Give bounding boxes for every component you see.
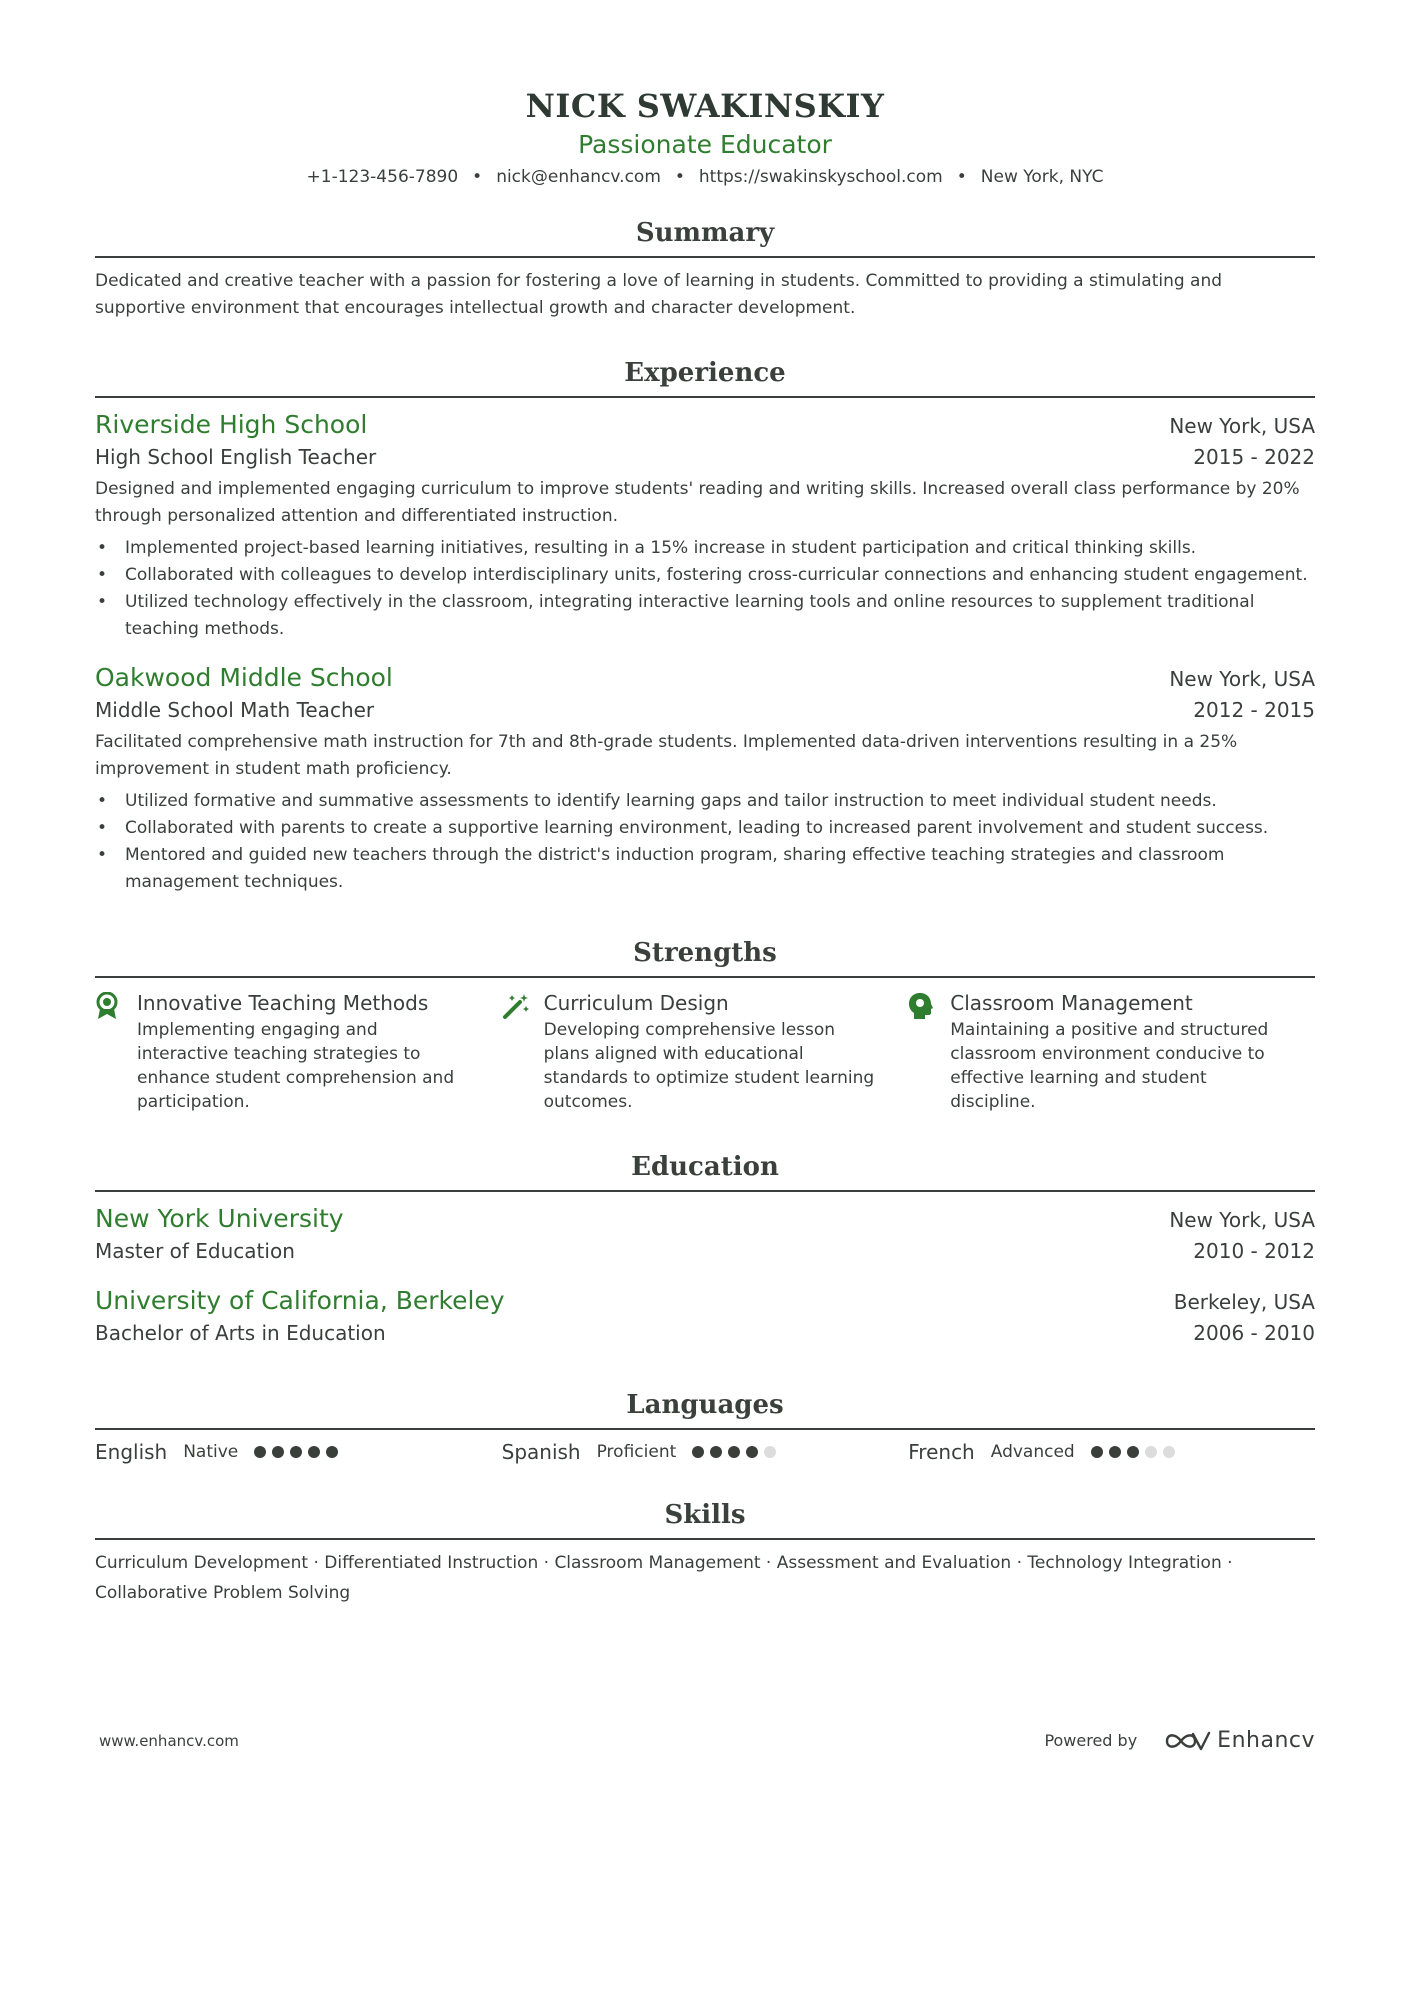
strength-description: Maintaining a positive and structured classroom environment conducive to effective learning and student discipline. (950, 1020, 1269, 1112)
entry-organization: University of California, Berkeley (95, 1286, 505, 1315)
language-level: Advanced (990, 1442, 1075, 1462)
entry-bullets (95, 535, 1315, 643)
rating-dot-filled (272, 1446, 284, 1458)
contact-location: New York, NYC (980, 167, 1104, 187)
entry-organization: New York University (95, 1204, 344, 1233)
entry-header (95, 1202, 1315, 1236)
experience-entry (95, 408, 1315, 643)
entry-location: New York, USA (1169, 667, 1315, 691)
rating-dot-filled (746, 1446, 758, 1458)
rating-dot-empty (1163, 1446, 1175, 1458)
strength-item (95, 988, 502, 1114)
skills-section (95, 1498, 1315, 1608)
entry-role: Middle School Math Teacher (95, 698, 375, 722)
language-rating (1091, 1443, 1181, 1462)
entry-subheader (95, 442, 1315, 472)
strength-title: Classroom Management (950, 991, 1193, 1015)
section-header (95, 356, 1315, 398)
language-rating (692, 1443, 782, 1462)
strength-item (502, 988, 909, 1114)
languages-section (95, 1388, 1315, 1464)
section-title-experience: Experience (624, 358, 786, 388)
powered-by (1044, 1728, 1315, 1753)
entry-organization: Riverside High School (95, 410, 368, 439)
list-item: • Mentored and guided new teachers through the district's induction program, sharing effective teaching strategies and classroom management techniques. (95, 842, 1315, 896)
entry-dates: 2012 - 2015 (1193, 698, 1315, 722)
contact-separator: • (956, 167, 967, 187)
skills-list (95, 1548, 1315, 1608)
entry-subheader (95, 1236, 1315, 1266)
language-item (95, 1440, 502, 1464)
entry-dates: 2015 - 2022 (1193, 445, 1315, 469)
candidate-name: NICK SWAKINSKIY (525, 87, 885, 125)
contact-line (95, 164, 1315, 190)
rating-dot-filled (326, 1446, 338, 1458)
enhancv-logo[interactable] (1163, 1728, 1315, 1753)
contact-separator: • (674, 167, 685, 187)
rating-dot-filled (308, 1446, 320, 1458)
entry-location: New York, USA (1169, 1208, 1315, 1232)
enhancv-logo-text: Enhancv (1217, 1728, 1315, 1753)
entry-location: Berkeley, USA (1173, 1290, 1315, 1314)
entry-dates: 2006 - 2010 (1193, 1321, 1315, 1345)
section-header (95, 216, 1315, 258)
list-item: • Implemented project-based learning initiatives, resulting in a 15% increase in student participation and critical thinking skills. (95, 535, 1315, 562)
summary-section (95, 216, 1315, 322)
section-title-summary: Summary (635, 218, 775, 248)
entry-header (95, 408, 1315, 442)
strengths-section (95, 936, 1315, 1114)
rating-dot-filled (1109, 1446, 1121, 1458)
candidate-tagline: Passionate Educator (578, 130, 832, 159)
rating-dot-filled (1127, 1446, 1139, 1458)
language-level: Native (183, 1442, 239, 1462)
languages-row (95, 1440, 1315, 1464)
section-title-languages: Languages (626, 1390, 784, 1420)
language-name: English (95, 1440, 168, 1464)
entry-degree: Master of Education (95, 1239, 295, 1263)
entry-description: Designed and implemented engaging curriculum to improve students' reading and writing skills. Increased overall class performance by 20% through personalized attention and differentiated instruction. (95, 479, 1300, 526)
entry-degree: Bachelor of Arts in Education (95, 1321, 386, 1345)
contact-separator: • (472, 167, 483, 187)
list-item: • Utilized formative and summative assessments to identify learning gaps and tailor instruction to meet individual student needs. (95, 788, 1315, 815)
section-header (95, 1150, 1315, 1192)
education-section (95, 1150, 1315, 1348)
rating-dot-filled (692, 1446, 704, 1458)
strength-item (908, 988, 1315, 1114)
powered-by-label: Powered by (1044, 1731, 1138, 1750)
language-name: French (908, 1440, 975, 1464)
rating-dot-filled (728, 1446, 740, 1458)
entry-description: Facilitated comprehensive math instruction for 7th and 8th-grade students. Implemented data-driven interventions resulting in a 25% improvement in student math proficiency. (95, 732, 1238, 779)
magic-wand-icon (502, 988, 544, 1114)
rating-dot-filled (1091, 1446, 1103, 1458)
strengths-grid (95, 988, 1315, 1114)
language-level: Proficient (596, 1442, 677, 1462)
summary-text: Dedicated and creative teacher with a passion for fostering a love of learning in students. Committed to providing a stimulating and supportive environment that encourages intellectual growth and character development. (95, 271, 1223, 318)
section-header (95, 1498, 1315, 1540)
rating-dot-empty (764, 1446, 776, 1458)
education-entry (95, 1284, 1315, 1348)
language-rating (254, 1443, 344, 1462)
footer-url[interactable]: www.enhancv.com (99, 1731, 239, 1750)
rating-dot-empty (1145, 1446, 1157, 1458)
entry-bullets (95, 788, 1315, 896)
experience-section (95, 356, 1315, 896)
resume-header (95, 0, 1315, 190)
rating-dot-filled (290, 1446, 302, 1458)
list-item: • Collaborated with parents to create a supportive learning environment, leading to increased parent involvement and student success. (95, 815, 1315, 842)
strength-description: Implementing engaging and interactive teaching strategies to enhance student comprehension and participation. (137, 1020, 455, 1112)
strength-title: Curriculum Design (543, 991, 729, 1015)
entry-location: New York, USA (1169, 414, 1315, 438)
section-header (95, 1388, 1315, 1430)
contact-email[interactable]: nick@enhancv.com (496, 167, 661, 187)
entry-subheader (95, 1318, 1315, 1348)
section-title-strengths: Strengths (633, 938, 777, 968)
entry-role: High School English Teacher (95, 445, 377, 469)
language-item (908, 1440, 1315, 1464)
language-name: Spanish (501, 1440, 581, 1464)
section-header (95, 936, 1315, 978)
skills-line: Curriculum Development · Differentiated Instruction · Classroom Management · Assessment and Evaluation · Technology Integration · (95, 1553, 1233, 1573)
skills-line: Collaborative Problem Solving (95, 1583, 351, 1603)
award-icon (95, 988, 137, 1114)
head-idea-icon (908, 988, 950, 1114)
contact-website[interactable]: https://swakinskyschool.com (698, 167, 943, 187)
list-item: • Utilized technology effectively in the classroom, integrating interactive learning tools and online resources to supplement traditional teaching methods. (95, 589, 1315, 643)
rating-dot-filled (710, 1446, 722, 1458)
entry-dates: 2010 - 2012 (1193, 1239, 1315, 1263)
strength-title: Innovative Teaching Methods (137, 991, 429, 1015)
enhancv-logo-icon (1163, 1729, 1211, 1753)
language-item (502, 1440, 909, 1464)
entry-header (95, 661, 1315, 695)
section-title-skills: Skills (664, 1500, 746, 1530)
section-title-education: Education (631, 1152, 779, 1182)
page-footer (99, 1728, 1315, 1753)
rating-dot-filled (254, 1446, 266, 1458)
experience-entry (95, 661, 1315, 896)
entry-header (95, 1284, 1315, 1318)
contact-phone: +1-123-456-7890 (306, 167, 459, 187)
entry-organization: Oakwood Middle School (95, 663, 393, 692)
strength-description: Developing comprehensive lesson plans aligned with educational standards to optimize student learning outcomes. (543, 1020, 875, 1112)
entry-subheader (95, 695, 1315, 725)
list-item: • Collaborated with colleagues to develop interdisciplinary units, fostering cross-curricular connections and enhancing student engagement. (95, 562, 1315, 589)
education-entry (95, 1202, 1315, 1266)
